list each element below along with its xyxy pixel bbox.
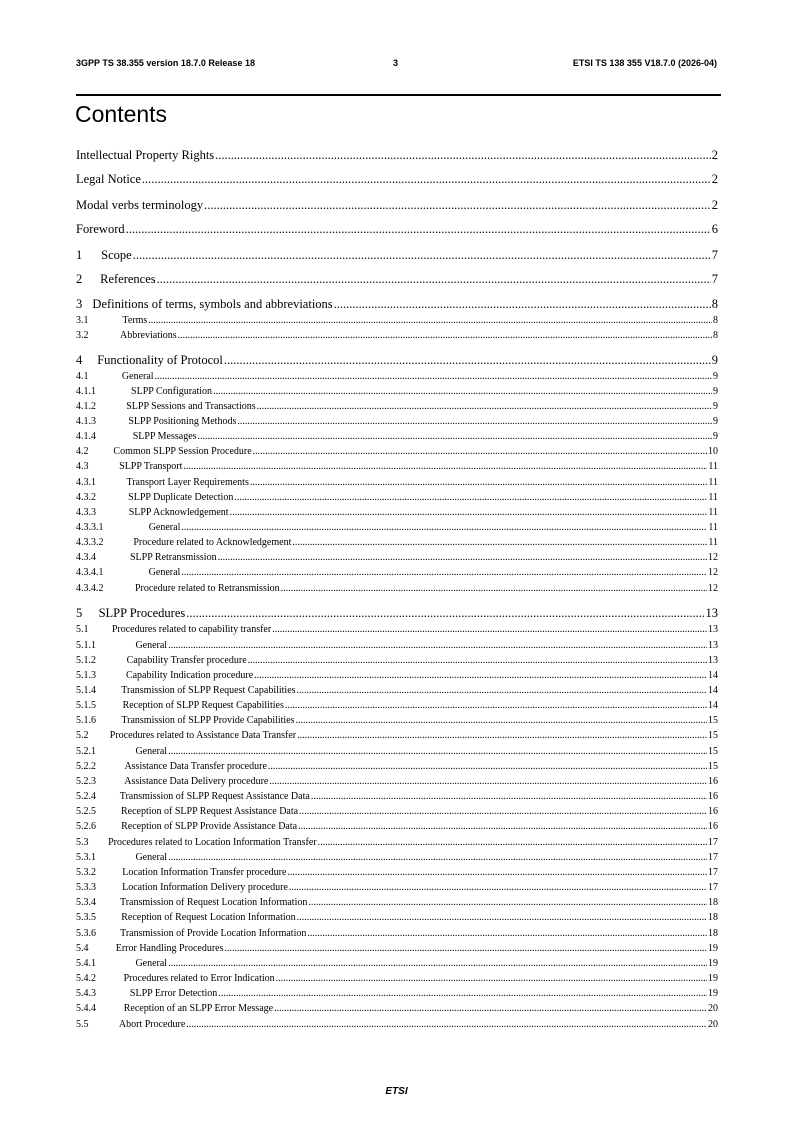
toc-page-number[interactable]: 15 (708, 715, 718, 726)
toc-dot-leader (285, 700, 707, 711)
toc-dot-leader (230, 507, 708, 518)
toc-page-number[interactable]: 10 (708, 446, 718, 457)
toc-section-title[interactable]: Abort Procedure (118, 1019, 186, 1030)
toc-section-number: 5.3.2 (76, 867, 96, 878)
toc-page-number[interactable]: 12 (708, 552, 718, 563)
toc-entry[interactable] (76, 791, 718, 803)
toc-section-number: 5.5 (76, 1019, 89, 1030)
toc-page-number[interactable]: 13 (708, 655, 718, 666)
toc-page-number[interactable]: 9 (713, 386, 718, 397)
toc-dot-leader (250, 477, 708, 488)
toc-entry[interactable] (76, 416, 718, 428)
toc-page-number[interactable]: 15 (708, 730, 718, 741)
toc-dot-leader (178, 330, 712, 341)
toc-section-number: 4.3.2 (76, 492, 96, 503)
toc-entry[interactable] (76, 852, 718, 864)
toc-entry[interactable] (76, 837, 718, 849)
toc-dot-leader (218, 552, 707, 563)
toc-entry[interactable] (76, 507, 718, 519)
toc-section-title[interactable]: Transmission of SLPP Provide Capabilities (121, 715, 295, 726)
toc-section-number: 3 (76, 297, 83, 311)
toc-section-number: 5.3.5 (76, 912, 96, 923)
toc-page-number[interactable]: 8 (713, 315, 718, 326)
toc-section-number: 2 (76, 272, 83, 286)
toc-section-title[interactable]: General (135, 746, 168, 757)
toc-section-title[interactable]: Reception of SLPP Request Assistance Data (120, 806, 299, 817)
toc-dot-leader (133, 248, 711, 263)
toc-entry[interactable] (76, 958, 718, 970)
toc-page-number[interactable]: 11 (708, 507, 718, 518)
toc-section-title[interactable]: Error Handling Procedures (115, 943, 224, 954)
toc-entry[interactable] (76, 806, 718, 818)
toc-dot-leader (297, 730, 707, 741)
toc-page-number[interactable]: 8 (711, 297, 718, 311)
toc-entry[interactable] (76, 461, 718, 473)
toc-section-title[interactable]: Functionality of Protocol (97, 353, 223, 367)
toc-section-number: 5.4.2 (76, 973, 96, 984)
toc-entry[interactable] (76, 583, 718, 595)
toc-entry[interactable] (76, 272, 718, 288)
toc-entry[interactable] (76, 670, 718, 682)
toc-dot-leader (224, 353, 711, 368)
toc-dot-leader (253, 446, 707, 457)
toc-section-title[interactable]: General (121, 371, 154, 382)
toc-entry[interactable] (76, 988, 718, 1000)
toc-dot-leader (168, 852, 707, 863)
toc-entry[interactable] (76, 353, 718, 369)
toc-page-number[interactable]: 14 (708, 685, 718, 696)
toc-page-number[interactable]: 14 (708, 700, 718, 711)
toc-page-number[interactable]: 16 (708, 776, 718, 787)
toc-section-number: 5.3.4 (76, 897, 96, 908)
toc-section-title[interactable]: Transmission of SLPP Request Capabilities (121, 685, 296, 696)
toc-dot-leader (292, 537, 707, 548)
toc-entry[interactable] (76, 172, 718, 188)
toc-dot-leader (168, 958, 707, 969)
toc-dot-leader (311, 791, 707, 802)
toc-dot-leader (299, 806, 707, 817)
toc-page-number[interactable]: 13 (708, 624, 718, 635)
toc-page-number[interactable]: 6 (711, 222, 718, 236)
toc-section-number: 4.3.3.1 (76, 522, 104, 533)
toc-page-number[interactable]: 13 (705, 606, 718, 620)
toc-section-number: 5.3.3 (76, 882, 96, 893)
table-of-contents (76, 0, 718, 1122)
toc-section-title[interactable]: Capability Transfer procedure (126, 655, 247, 666)
toc-dot-leader (276, 973, 707, 984)
toc-section-title[interactable]: Reception of SLPP Provide Assistance Data (121, 821, 298, 832)
toc-section-number: 5.2.6 (76, 821, 96, 832)
toc-page-number[interactable]: 11 (708, 477, 718, 488)
toc-section-title[interactable]: Capability Indication procedure (125, 670, 254, 681)
toc-dot-leader (272, 624, 707, 635)
toc-dot-leader (204, 198, 711, 213)
toc-page-number[interactable]: 9 (713, 401, 718, 412)
toc-dot-leader (126, 222, 711, 237)
toc-dot-leader (183, 461, 707, 472)
toc-section-number: 4.3.4 (76, 552, 96, 563)
toc-entry[interactable] (76, 715, 718, 727)
toc-page-number[interactable]: 20 (708, 1003, 718, 1014)
toc-dot-leader (186, 1019, 707, 1030)
toc-section-number: 4.3 (76, 461, 89, 472)
header-etsi-reference: ETSI TS 138 355 V18.7.0 (2026-04) (572, 58, 717, 68)
toc-section-number: 3.2 (76, 330, 89, 341)
toc-dot-leader (213, 386, 712, 397)
toc-section-number: 1 (76, 248, 83, 262)
toc-section-title[interactable]: SLPP Messages (132, 431, 197, 442)
toc-section-title[interactable]: SLPP Acknowledgement (128, 507, 229, 518)
toc-page-number[interactable]: 15 (708, 746, 718, 757)
toc-section-number: 5.4.1 (76, 958, 96, 969)
toc-section-title[interactable]: SLPP Sessions and Transactions (126, 401, 256, 412)
toc-section-number: 5.1 (76, 624, 89, 635)
toc-page-number[interactable]: 16 (708, 821, 718, 832)
toc-section-number: 5.1.1 (76, 640, 96, 651)
toc-page-number[interactable]: 20 (708, 1019, 718, 1030)
toc-section-title[interactable]: Legal Notice (76, 172, 141, 186)
toc-section-number: 4.3.1 (76, 477, 96, 488)
toc-section-title[interactable]: General (148, 567, 181, 578)
toc-section-number: 4 (76, 353, 83, 367)
toc-entry[interactable] (76, 330, 718, 342)
toc-section-title[interactable]: Transport Layer Requirements (126, 477, 249, 488)
toc-entry[interactable] (76, 943, 718, 955)
toc-section-title[interactable]: Procedures related to Location Information Transfer (108, 837, 317, 848)
toc-section-number: 5.2.5 (76, 806, 96, 817)
toc-dot-leader (237, 416, 712, 427)
toc-page-number[interactable]: 19 (708, 958, 718, 969)
toc-section-title[interactable]: Transmission of Request Location Information (119, 897, 308, 908)
toc-section-title[interactable]: General (135, 640, 168, 651)
toc-section-title[interactable]: SLPP Duplicate Detection (128, 492, 234, 503)
toc-section-number: 5.2.4 (76, 791, 96, 802)
toc-entry[interactable] (76, 248, 718, 264)
toc-dot-leader (168, 746, 707, 757)
toc-entry[interactable] (76, 386, 718, 398)
toc-section-title[interactable]: Reception of an SLPP Error Message (123, 1003, 274, 1014)
toc-page-number[interactable]: 18 (708, 897, 718, 908)
toc-section-title[interactable]: Assistance Data Transfer procedure (124, 761, 267, 772)
toc-page-number[interactable]: 9 (713, 371, 718, 382)
toc-section-title[interactable]: Reception of SLPP Request Capabilities (122, 700, 284, 711)
toc-section-number: 4.3.4.2 (76, 583, 104, 594)
toc-entry[interactable] (76, 776, 718, 788)
toc-section-title[interactable]: Scope (101, 248, 132, 262)
toc-section-title[interactable]: Location Information Delivery procedure (122, 882, 288, 893)
toc-entry[interactable] (76, 492, 718, 504)
toc-section-number: 4.2 (76, 446, 89, 457)
toc-page-number[interactable]: 17 (708, 837, 718, 848)
toc-page-number[interactable]: 15 (708, 761, 718, 772)
toc-dot-leader (254, 670, 707, 681)
toc-section-title[interactable]: Definitions of terms, symbols and abbreviations (92, 297, 333, 311)
toc-entry[interactable] (76, 401, 718, 413)
toc-section-number: 4.1.1 (76, 386, 96, 397)
toc-page-number[interactable]: 9 (713, 431, 718, 442)
toc-entry[interactable] (76, 1019, 718, 1031)
toc-section-title[interactable]: General (148, 522, 181, 533)
toc-section-title[interactable]: Intellectual Property Rights (76, 148, 215, 162)
toc-dot-leader (268, 761, 707, 772)
toc-entry[interactable] (76, 567, 718, 579)
toc-section-title[interactable]: Procedure related to Retransmission (134, 583, 280, 594)
toc-section-number: 5.4 (76, 943, 89, 954)
toc-page-number[interactable]: 16 (708, 806, 718, 817)
toc-section-title[interactable]: Common SLPP Session Procedure (113, 446, 252, 457)
toc-dot-leader (318, 837, 707, 848)
toc-page-number[interactable]: 18 (708, 928, 718, 939)
toc-entry[interactable] (76, 821, 718, 833)
toc-section-title[interactable]: Modal verbs terminology (76, 198, 204, 212)
toc-page-number[interactable]: 11 (708, 522, 718, 533)
page-title: Contents (75, 101, 168, 127)
toc-entry[interactable] (76, 537, 718, 549)
toc-section-number: 4.1.4 (76, 431, 96, 442)
toc-dot-leader (307, 928, 707, 939)
toc-section-title[interactable]: Foreword (76, 222, 125, 236)
toc-entry[interactable] (76, 640, 718, 652)
toc-page-number[interactable]: 11 (708, 537, 718, 548)
toc-page-number[interactable]: 14 (708, 670, 718, 681)
header-page-number: 3 (393, 58, 399, 68)
toc-dot-leader (198, 431, 712, 442)
toc-entry[interactable] (76, 761, 718, 773)
toc-entry[interactable] (76, 446, 718, 458)
toc-section-number: 5.1.6 (76, 715, 96, 726)
toc-page-number[interactable]: 19 (708, 988, 718, 999)
toc-entry[interactable] (76, 198, 718, 214)
toc-page-number[interactable]: 2 (711, 198, 718, 212)
toc-dot-leader (248, 655, 707, 666)
toc-entry[interactable] (76, 477, 718, 489)
toc-entry[interactable] (76, 606, 718, 622)
toc-page-number[interactable]: 9 (711, 353, 718, 367)
toc-dot-leader (274, 1003, 707, 1014)
toc-entry[interactable] (76, 746, 718, 758)
toc-entry[interactable] (76, 912, 718, 924)
toc-section-title[interactable]: Procedures related to Error Indication (123, 973, 275, 984)
toc-dot-leader (168, 640, 707, 651)
toc-section-title[interactable]: Assistance Data Delivery procedure (124, 776, 269, 787)
toc-section-title[interactable]: References (100, 272, 156, 286)
toc-page-number[interactable]: 17 (708, 882, 718, 893)
toc-entry[interactable] (76, 700, 718, 712)
toc-page-number[interactable]: 2 (711, 172, 718, 186)
toc-entry[interactable] (76, 973, 718, 985)
toc-dot-leader (289, 882, 707, 893)
toc-section-title[interactable]: SLPP Positioning Methods (128, 416, 237, 427)
toc-entry[interactable] (76, 685, 718, 697)
toc-section-title[interactable]: Transmission of Provide Location Information (120, 928, 307, 939)
toc-entry[interactable] (76, 297, 718, 313)
toc-page-number[interactable]: 11 (708, 492, 718, 503)
toc-page-number[interactable]: 16 (708, 791, 718, 802)
toc-section-title[interactable]: Location Information Transfer procedure (122, 867, 287, 878)
toc-page-number[interactable]: 12 (708, 583, 718, 594)
toc-dot-leader (269, 776, 707, 787)
toc-dot-leader (155, 371, 712, 382)
toc-section-number: 4.1 (76, 371, 89, 382)
toc-page-number[interactable]: 11 (708, 461, 718, 472)
toc-section-title[interactable]: SLPP Transport (119, 461, 183, 472)
toc-entry[interactable] (76, 655, 718, 667)
toc-section-number: 5.2.3 (76, 776, 96, 787)
toc-dot-leader (308, 897, 707, 908)
toc-section-number: 5.2.1 (76, 746, 96, 757)
toc-section-title[interactable]: SLPP Procedures (98, 606, 186, 620)
toc-page-number[interactable]: 19 (708, 973, 718, 984)
toc-section-number: 5 (76, 606, 83, 620)
toc-section-number: 5.3.6 (76, 928, 96, 939)
toc-page-number[interactable]: 19 (708, 943, 718, 954)
toc-section-title[interactable]: General (135, 852, 168, 863)
toc-section-title[interactable]: Terms (122, 315, 148, 326)
toc-entry[interactable] (76, 315, 718, 327)
toc-entry[interactable] (76, 552, 718, 564)
toc-dot-leader (257, 401, 712, 412)
toc-section-number: 5.1.2 (76, 655, 96, 666)
toc-section-title[interactable]: Procedures related to Assistance Data Transfer (109, 730, 297, 741)
footer-etsi: ETSI (385, 1086, 408, 1097)
toc-dot-leader (157, 272, 711, 287)
toc-dot-leader (287, 867, 707, 878)
toc-section-title[interactable]: General (135, 958, 168, 969)
toc-section-title[interactable]: SLPP Configuration (131, 386, 213, 397)
header-spec-version: 3GPP TS 38.355 version 18.7.0 Release 18 (76, 58, 255, 68)
toc-section-number: 3.1 (76, 315, 89, 326)
toc-page-number[interactable]: 8 (713, 330, 718, 341)
toc-section-number: 5.2 (76, 730, 89, 741)
toc-page-number[interactable]: 7 (711, 248, 718, 262)
toc-dot-leader (298, 821, 707, 832)
toc-entry[interactable] (76, 222, 718, 238)
toc-entry[interactable] (76, 371, 718, 383)
toc-page-number[interactable]: 17 (708, 867, 718, 878)
toc-section-number: 5.1.5 (76, 700, 96, 711)
toc-section-number: 5.4.4 (76, 1003, 96, 1014)
toc-section-number: 4.3.3.2 (76, 537, 104, 548)
toc-entry[interactable] (76, 882, 718, 894)
toc-dot-leader (186, 606, 704, 621)
toc-dot-leader (181, 522, 707, 533)
toc-section-title[interactable]: Reception of Request Location Information (121, 912, 296, 923)
toc-entry[interactable] (76, 928, 718, 940)
toc-page-number[interactable]: 2 (711, 148, 718, 162)
toc-dot-leader (218, 988, 707, 999)
toc-dot-leader (297, 912, 707, 923)
toc-entry[interactable] (76, 730, 718, 742)
toc-dot-leader (296, 715, 707, 726)
toc-dot-leader (224, 943, 707, 954)
toc-section-title[interactable]: Abbreviations (120, 330, 177, 341)
toc-entry[interactable] (76, 1003, 718, 1015)
toc-section-title[interactable]: SLPP Error Detection (129, 988, 218, 999)
toc-page-number[interactable]: 18 (708, 912, 718, 923)
toc-section-number: 4.1.2 (76, 401, 96, 412)
toc-dot-leader (181, 567, 707, 578)
toc-section-number: 5.3 (76, 837, 89, 848)
toc-section-number: 5.1.3 (76, 670, 96, 681)
toc-dot-leader (297, 685, 707, 696)
toc-page-number[interactable]: 17 (708, 852, 718, 863)
toc-section-number: 5.3.1 (76, 852, 96, 863)
toc-section-title[interactable]: Transmission of SLPP Request Assistance Data (119, 791, 310, 802)
toc-dot-leader (281, 583, 707, 594)
toc-entry[interactable] (76, 431, 718, 443)
toc-entry[interactable] (76, 867, 718, 879)
toc-dot-leader (142, 172, 711, 187)
toc-section-title[interactable]: Procedure related to Acknowledgement (133, 537, 292, 548)
toc-entry[interactable] (76, 148, 718, 164)
toc-section-number: 4.1.3 (76, 416, 96, 427)
toc-entry[interactable] (76, 897, 718, 909)
toc-section-number: 4.3.3 (76, 507, 96, 518)
toc-page-number[interactable]: 13 (708, 640, 718, 651)
toc-page-number[interactable]: 12 (708, 567, 718, 578)
toc-dot-leader (148, 315, 712, 326)
toc-section-number: 5.4.3 (76, 988, 96, 999)
toc-page-number[interactable]: 9 (713, 416, 718, 427)
toc-section-number: 4.3.4.1 (76, 567, 104, 578)
toc-section-number: 5.2.2 (76, 761, 96, 772)
toc-section-number: 5.1.4 (76, 685, 96, 696)
toc-entry[interactable] (76, 624, 718, 636)
toc-dot-leader (215, 148, 711, 163)
toc-page-number[interactable]: 7 (711, 272, 718, 286)
toc-dot-leader (334, 297, 711, 312)
toc-section-title[interactable]: Procedures related to capability transfer (111, 624, 272, 635)
toc-entry[interactable] (76, 522, 718, 534)
toc-section-title[interactable]: SLPP Retransmission (129, 552, 217, 563)
toc-dot-leader (234, 492, 707, 503)
